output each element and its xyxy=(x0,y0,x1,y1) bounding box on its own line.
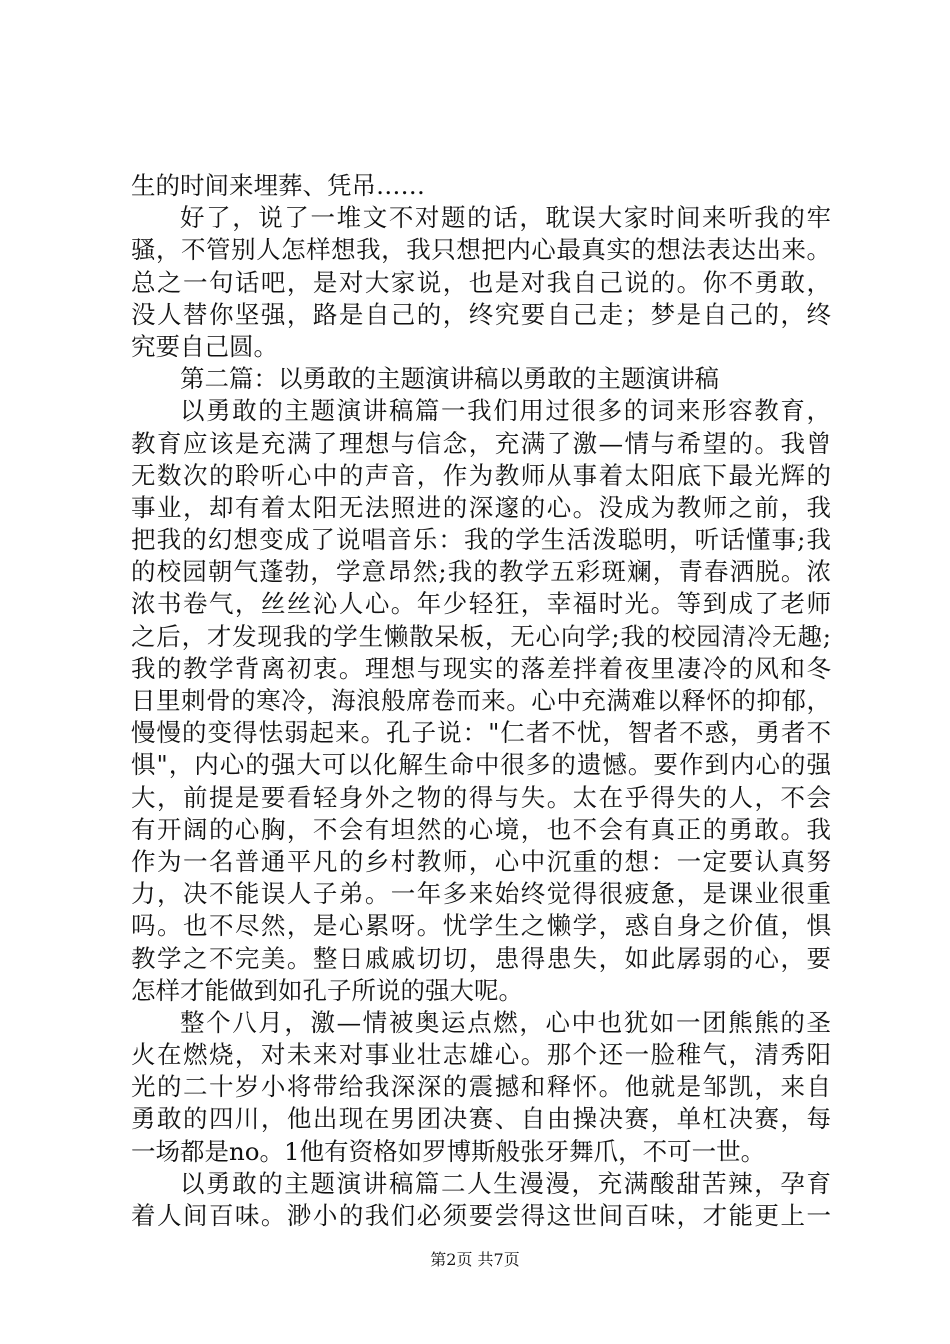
paragraph-4-line-12: 惧"，内心的强大可以化解生命中很多的遗憾。要作到内心的强 xyxy=(131,750,831,780)
paragraph-4-line-13: 大，前提是要看轻身外之物的得与失。太在乎得失的人，不会 xyxy=(131,782,831,812)
paragraph-4-line-16: 力，决不能误人子弟。一年多来始终觉得很疲惫，是课业很重 xyxy=(131,879,831,909)
paragraph-4-line-5: 把我的幻想变成了说唱音乐：我的学生活泼聪明，听话懂事;我 xyxy=(131,525,831,555)
paragraph-4-line-1: 以勇敢的主题演讲稿篇一我们用过很多的词来形容教育， xyxy=(180,396,831,426)
paragraph-3-line-1: 第二篇：以勇敢的主题演讲稿以勇敢的主题演讲稿 xyxy=(180,364,719,394)
document-body xyxy=(131,170,831,1232)
paragraph-4-line-19: 怎样才能做到如孔子所说的强大呢。 xyxy=(131,975,523,1005)
paragraph-4-line-17: 吗。也不尽然，是心累呀。忧学生之懒学，惑自身之价值，惧 xyxy=(131,911,831,941)
paragraph-4-line-9: 我的教学背离初衷。理想与现实的落差拌着夜里凄冷的风和冬 xyxy=(131,653,831,683)
paragraph-6-line-1: 以勇敢的主题演讲稿篇二人生漫漫，充满酸甜苦辣，孕育 xyxy=(180,1168,831,1198)
paragraph-5-line-5: 一场都是no。1他有资格如罗博斯般张牙舞爪，不可一世。 xyxy=(131,1136,766,1166)
paragraph-5-line-3: 光的二十岁小将带给我深深的震撼和释怀。他就是邹凯，来自 xyxy=(131,1072,831,1102)
paragraph-4-line-14: 有开阔的心胸，不会有坦然的心境，也不会有真正的勇敢。我 xyxy=(131,814,831,844)
paragraph-4-line-11: 慢慢的变得怯弱起来。孔子说："仁者不忧，智者不惑，勇者不 xyxy=(131,718,831,748)
paragraph-4-line-6: 的校园朝气蓬勃，学意昂然;我的教学五彩斑斓，青春洒脱。浓 xyxy=(131,557,831,587)
page-footer: 第2页 共7页 xyxy=(430,1250,520,1269)
paragraph-2-line-1: 好了，说了一堆文不对题的话，耽误大家时间来听我的牢 xyxy=(180,203,831,233)
paragraph-5-line-4: 勇敢的四川，他出现在男团决赛、自由操决赛，单杠决赛，每 xyxy=(131,1104,831,1134)
paragraph-4-line-3: 无数次的聆听心中的声音，作为教师从事着太阳底下最光辉的 xyxy=(131,460,831,490)
paragraph-5-line-2: 火在燃烧，对未来对事业壮志雄心。那个还一脸稚气，清秀阳 xyxy=(131,1040,831,1070)
paragraph-4-line-8: 之后，才发现我的学生懒散呆板，无心向学;我的校园清冷无趣; xyxy=(131,621,831,651)
paragraph-6-line-2: 着人间百味。渺小的我们必须要尝得这世间百味，才能更上一 xyxy=(131,1201,831,1230)
paragraph-1-line-1: 生的时间来埋葬、凭吊…… xyxy=(131,171,425,200)
paragraph-4-line-2: 教育应该是充满了理想与信念，充满了激—情与希望的。我曾 xyxy=(131,428,831,458)
paragraph-2-line-3: 总之一句话吧，是对大家说，也是对我自己说的。你不勇敢， xyxy=(131,267,831,297)
paragraph-4-line-15: 作为一名普通平凡的乡村教师，心中沉重的想：一定要认真努 xyxy=(131,846,831,876)
paragraph-4-line-18: 教学之不完美。整日戚戚切切，患得患失，如此孱弱的心，要 xyxy=(131,943,831,973)
paragraph-5-line-1: 整个八月，激—情被奥运点燃，心中也犹如一团熊熊的圣 xyxy=(180,1007,831,1037)
paragraph-2-line-5: 究要自己圆。 xyxy=(131,331,278,361)
paragraph-4-line-10: 日里刺骨的寒冷，海浪般席卷而来。心中充满难以释怀的抑郁， xyxy=(131,686,831,715)
paragraph-4-line-4: 事业，却有着太阳无法照进的深邃的心。没成为教师之前，我 xyxy=(131,492,831,522)
paragraph-4-line-7: 浓书卷气，丝丝沁人心。年少轻狂，幸福时光。等到成了老师 xyxy=(131,589,831,619)
paragraph-2-line-2: 骚，不管别人怎样想我，我只想把内心最真实的想法表达出来。 xyxy=(131,235,831,265)
paragraph-2-line-4: 没人替你坚强，路是自己的，终究要自己走；梦是自己的，终 xyxy=(131,299,831,329)
